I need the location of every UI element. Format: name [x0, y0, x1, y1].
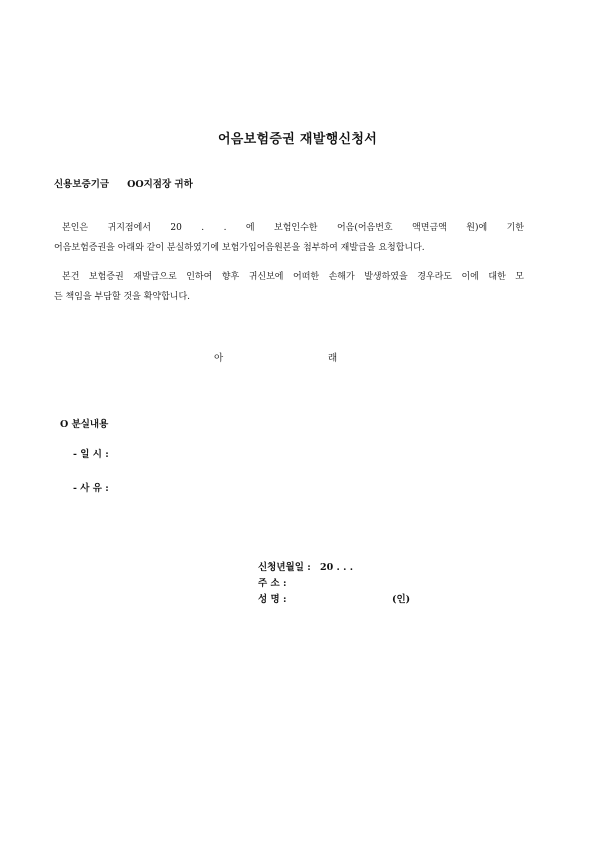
recipient — [54, 176, 193, 190]
application-date-label: 신청년월일 : — [258, 562, 311, 573]
loss-reason-label: - 사 유 : — [73, 483, 109, 494]
request-paragraph — [54, 218, 524, 258]
recipient-org: 신용보증기금 — [54, 179, 110, 190]
seal-mark: (인) — [392, 594, 411, 605]
pledge-line-2: 든 책임을 부담할 것을 확약합니다. — [54, 292, 191, 302]
application-date-row — [258, 559, 353, 573]
loss-details-heading: O 분실내용 — [60, 419, 109, 430]
address-row — [258, 575, 286, 589]
recipient-branch: OO지점장 귀하 — [127, 179, 193, 190]
section-heading-below-left: 아 — [214, 353, 224, 364]
request-line-2: 어음보험증권을 아래와 같이 분실하였기에 보험가입어음원본을 첨부하여 재발급을 요청합니다. — [54, 243, 425, 253]
pledge-line-1: 본건 보험증권 재발급으로 인하여 향후 귀신보에 어떠한 손해가 발생하였을 경우라도 이에 대한 모 — [62, 272, 524, 282]
application-date-value: 20 . . . — [320, 562, 354, 573]
name-label: 성 명 : — [258, 594, 287, 605]
request-line-1: 본인은 귀지점에서 20 . . 에 보험인수한 어음(어음번호 액면금액 원)에 기한 — [62, 223, 524, 233]
address-label: 주 소 : — [258, 578, 287, 589]
document-title: 어음보험증권 재발행신청서 — [217, 132, 378, 147]
name-row — [258, 591, 286, 605]
section-heading-below-right: 래 — [328, 353, 338, 364]
loss-date-label: - 일 시 : — [73, 449, 109, 460]
pledge-paragraph — [54, 267, 524, 307]
